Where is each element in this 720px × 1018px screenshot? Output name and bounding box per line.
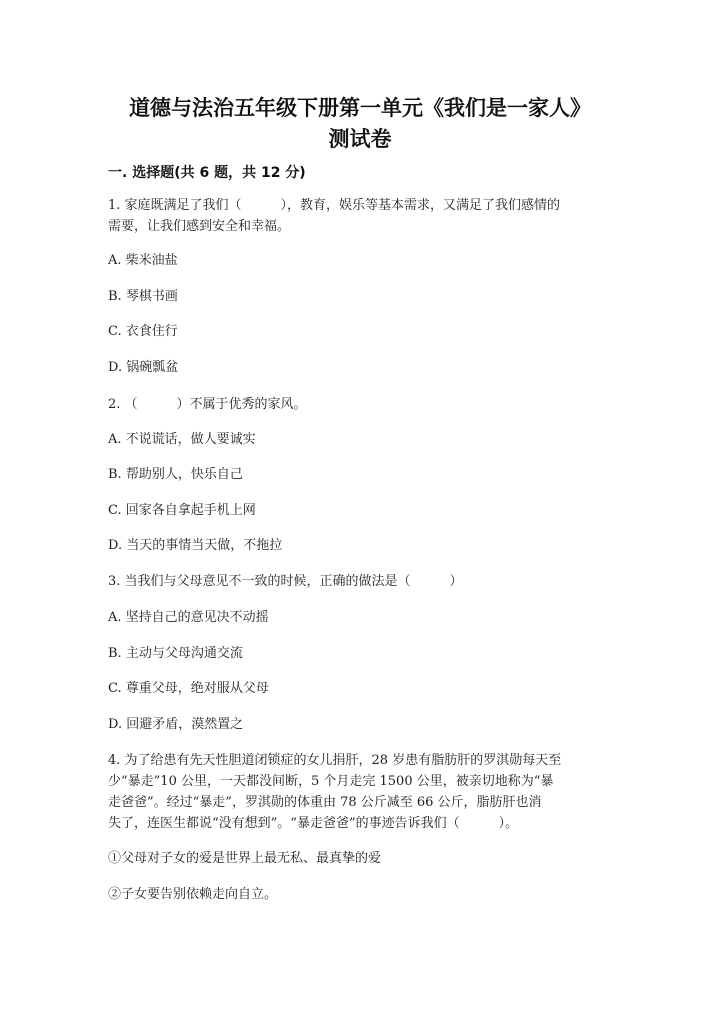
question-3-option-a: A. 坚持自己的意见决不动摇	[108, 610, 269, 625]
question-4-stem-line-3: 走爸爸”。经过“暴走”，罗淇勋的体重由 78 公斤减至 66 公斤，脂肪肝也消	[108, 795, 542, 810]
question-3-stem: 3. 当我们与父母意见不一致的时候，正确的做法是（ ）	[108, 574, 463, 589]
question-4-stem-line-4: 失了，连医生都说“没有想到”。“暴走爸爸”的事迹告诉我们（ ）。	[108, 816, 519, 831]
question-1-stem-line-2: 需要，让我们感到安全和幸福。	[108, 219, 291, 234]
question-2-stem: 2. （ ）不属于优秀的家风。	[108, 397, 307, 412]
question-1-option-d: D. 锅碗瓢盆	[108, 360, 179, 375]
question-3-option-b: B. 主动与父母沟通交流	[108, 646, 243, 661]
question-3-option-c: C. 尊重父母，绝对服从父母	[108, 681, 269, 696]
question-4-stem-line-1: 4. 为了给患有先天性胆道闭锁症的女儿捐肝，28 岁患有脂肪肝的罗淇勋每天至	[108, 753, 562, 768]
question-2-option-d: D. 当天的事情当天做，不拖拉	[108, 538, 283, 553]
question-4-option-2: ②子女要告别依赖走向自立。	[108, 887, 278, 902]
question-3-option-d: D. 回避矛盾，漠然置之	[108, 717, 244, 732]
question-1-stem-line-1: 1. 家庭既满足了我们（ ），教育，娱乐等基本需求，又满足了我们感情的	[108, 198, 561, 213]
question-2-option-c: C. 回家各自拿起手机上网	[108, 503, 256, 518]
question-4-option-1: ①父母对子女的爱是世界上最无私、最真挚的爱	[108, 851, 382, 866]
question-1-option-a: A. 柴米油盐	[108, 253, 178, 268]
question-2-option-a: A. 不说谎话，做人要诚实	[108, 432, 256, 447]
question-1-option-c: C. 衣食住行	[108, 324, 178, 339]
question-1-option-b: B. 琴棋书画	[108, 289, 178, 304]
question-2-option-b: B. 帮助别人，快乐自己	[108, 467, 243, 482]
exam-title-line-1: 道德与法治五年级下册第一单元《我们是一家人》	[129, 96, 591, 120]
exam-title-line-2: 测试卷	[328, 127, 392, 151]
question-4-stem-line-2: 少“暴走”10 公里，一天都没间断，5 个月走完 1500 公里，被亲切地称为“暴	[108, 774, 554, 789]
section-heading: 一. 选择题(共 6 题，共 12 分)	[108, 165, 306, 181]
